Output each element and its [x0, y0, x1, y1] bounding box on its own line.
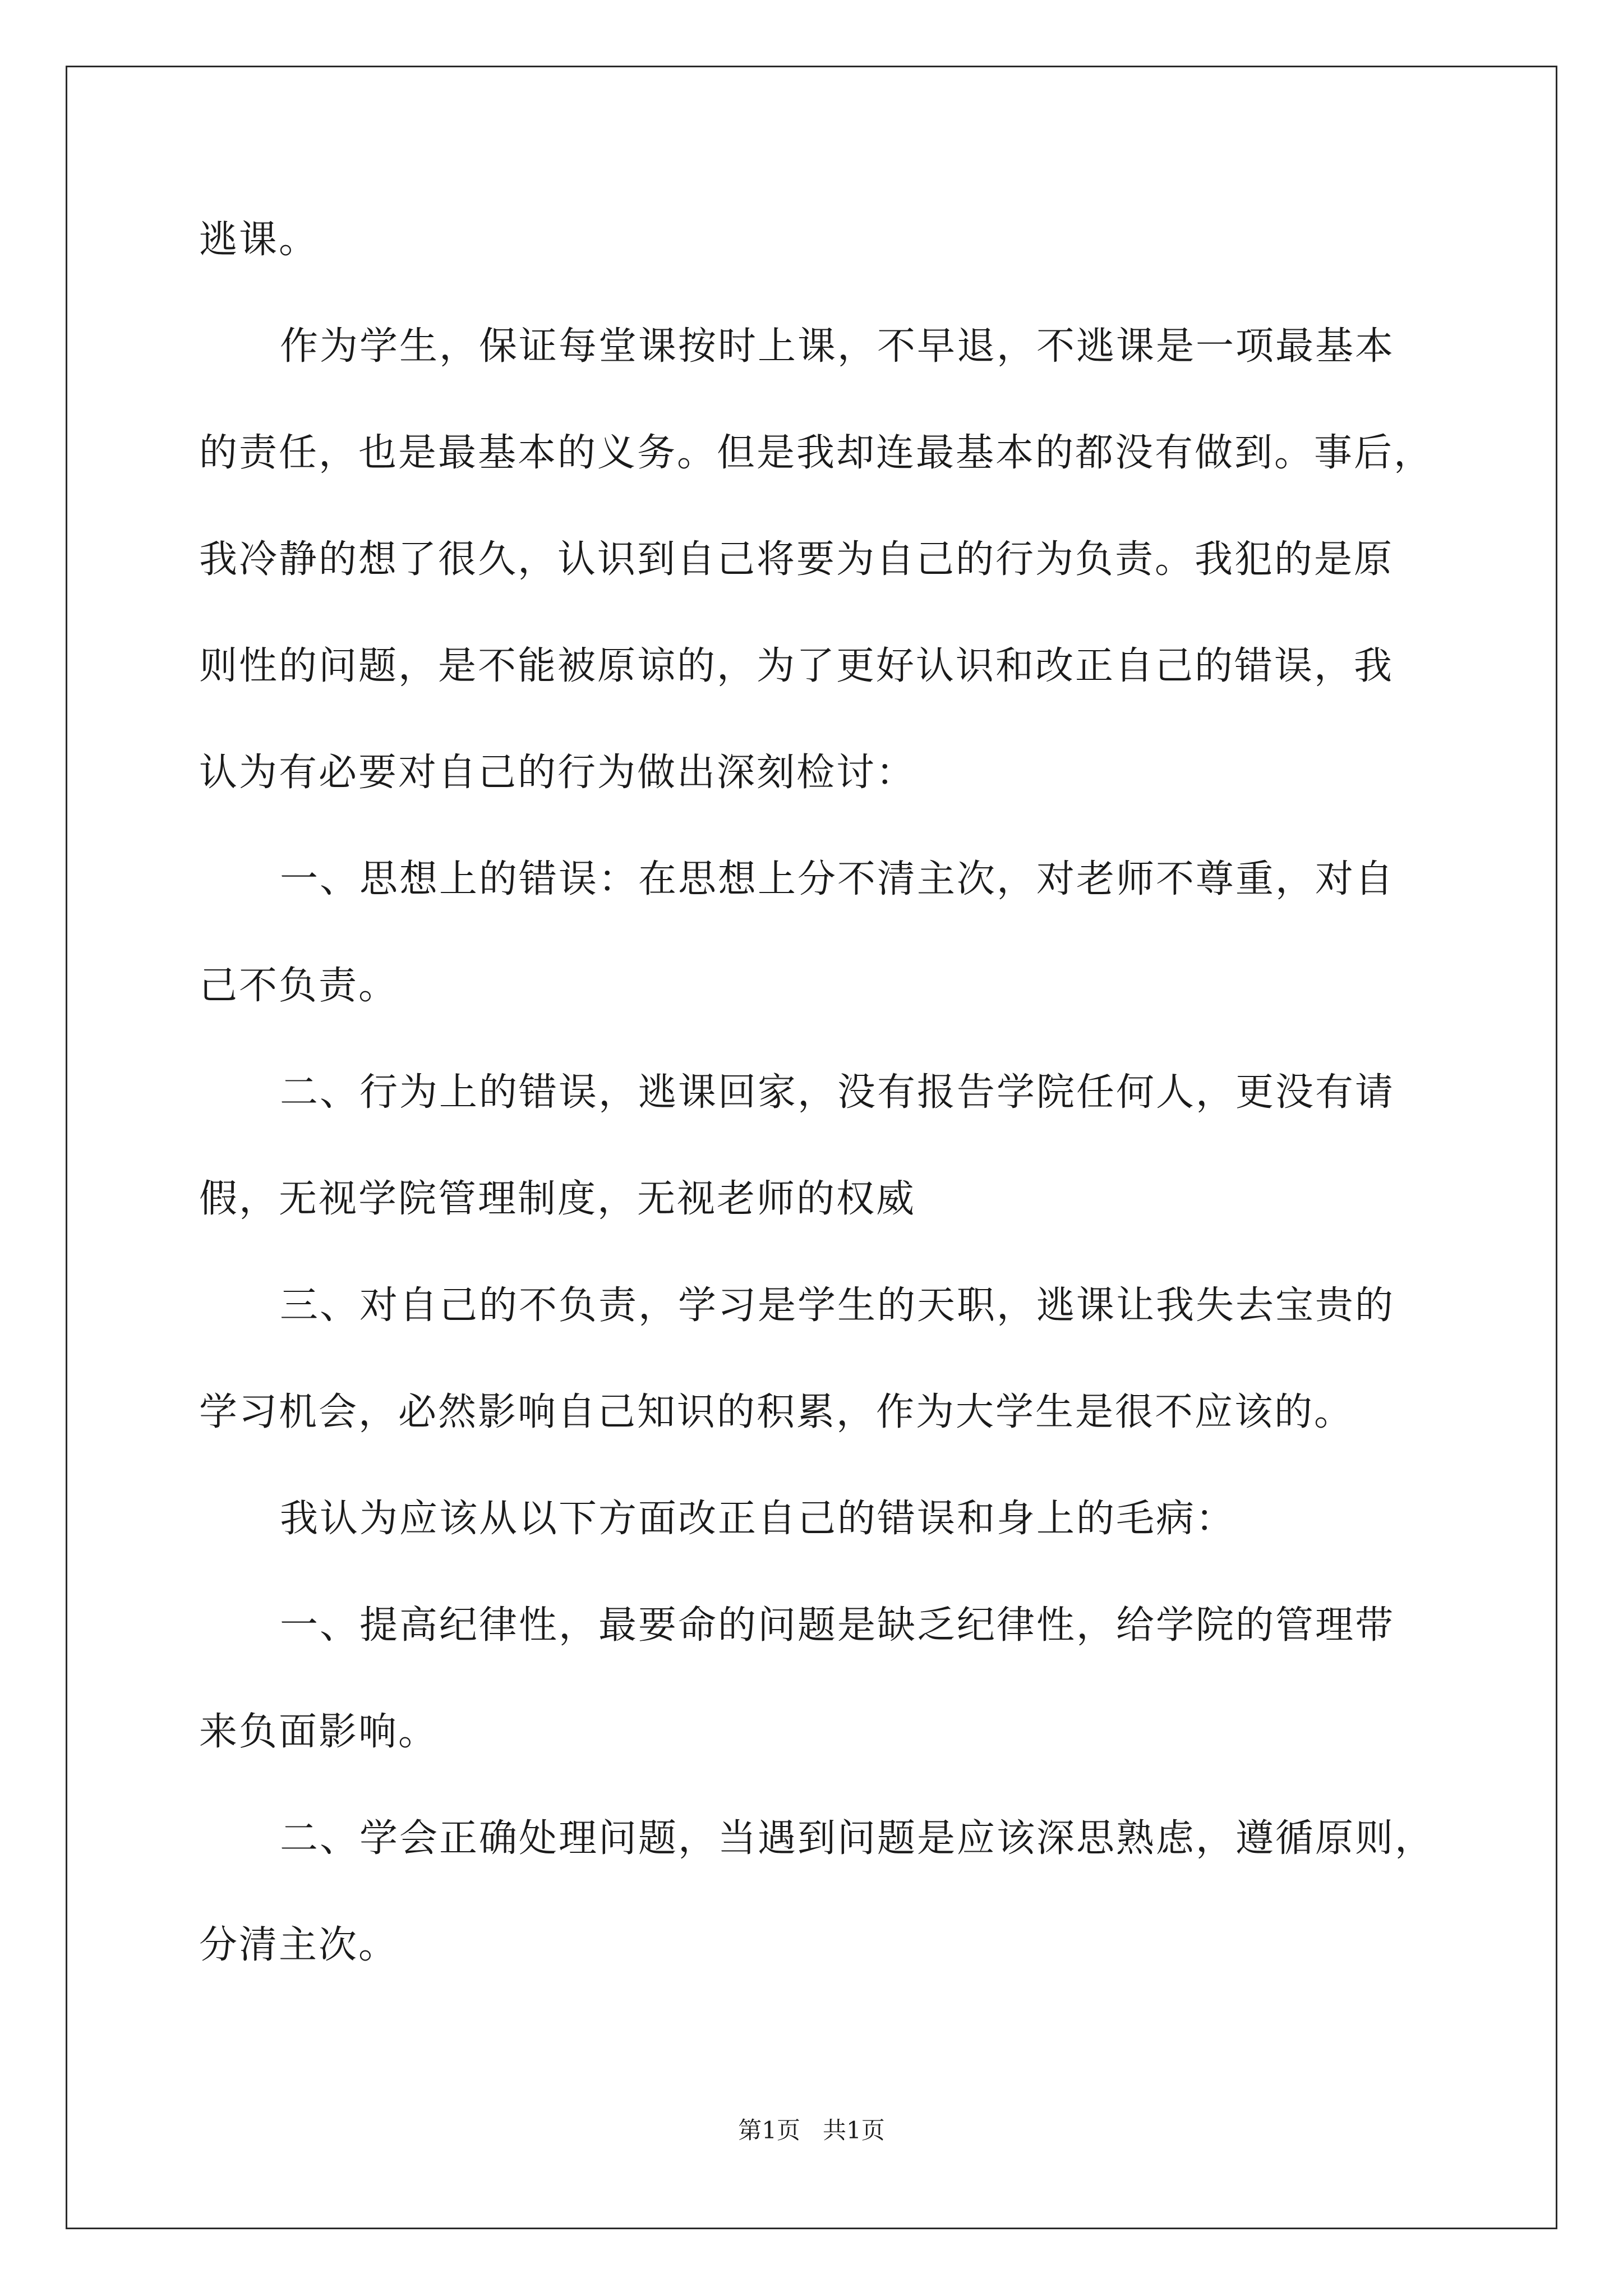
page-border — [66, 66, 1557, 2229]
text-line: 己不负责。 — [199, 964, 399, 1008]
text-line: 二、行为上的错误，逃课回家，没有报告学院任何人，更没有请 — [280, 1070, 1395, 1115]
text-line: 来负面影响。 — [199, 1710, 439, 1754]
text-line: 三、对自己的不负责，学习是学生的天职，逃课让我失去宝贵的 — [280, 1283, 1395, 1328]
text-line: 认为有必要对自己的行为做出深刻检讨： — [199, 751, 916, 795]
text-line: 分清主次。 — [199, 1923, 399, 1967]
text-line: 的责任，也是最基本的义务。但是我却连最基本的都没有做到。事后， — [199, 431, 1434, 475]
text-line: 则性的问题，是不能被原谅的，为了更好认识和改正自己的错误，我 — [199, 644, 1394, 688]
page-footer: 第1页 共1页 — [738, 2116, 885, 2144]
text-line: 逃课。 — [199, 218, 319, 262]
text-line: 假，无视学院管理制度，无视老师的权威 — [199, 1177, 916, 1221]
text-line: 一、思想上的错误：在思想上分不清主次，对老师不尊重，对自 — [280, 857, 1395, 901]
text-line: 二、学会正确处理问题，当遇到问题是应该深思熟虑，遵循原则， — [280, 1816, 1435, 1861]
text-line: 作为学生，保证每堂课按时上课，不早退，不逃课是一项最基本 — [280, 324, 1395, 369]
text-line: 我冷静的想了很久，认识到自己将要为自己的行为负责。我犯的是原 — [199, 537, 1394, 582]
text-line: 学习机会，必然影响自己知识的积累，作为大学生是很不应该的。 — [199, 1390, 1354, 1434]
text-line: 我认为应该从以下方面改正自己的错误和身上的毛病： — [280, 1497, 1236, 1541]
text-line: 一、提高纪律性，最要命的问题是缺乏纪律性，给学院的管理带 — [280, 1603, 1395, 1648]
